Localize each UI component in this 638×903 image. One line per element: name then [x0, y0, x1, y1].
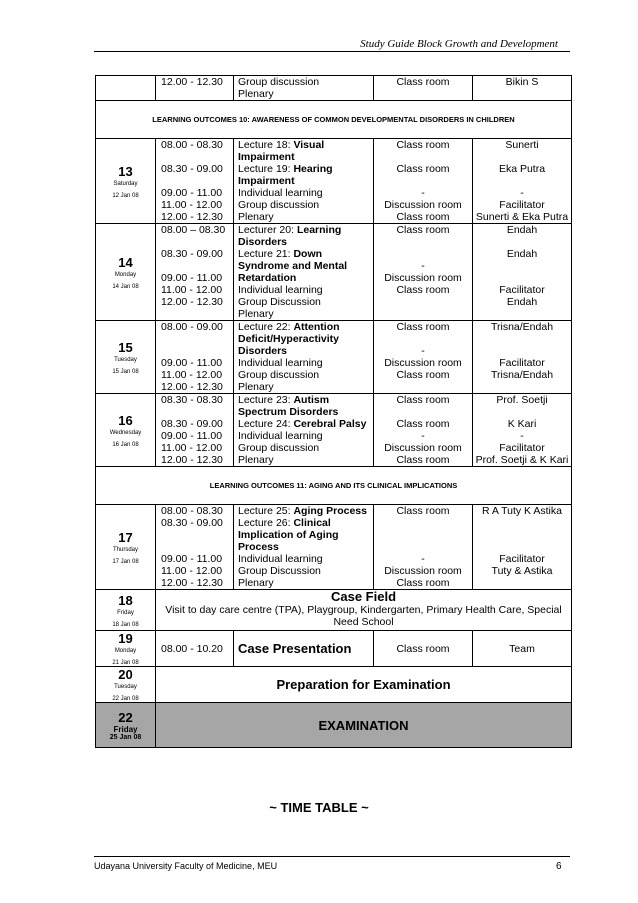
day-14-date: 14 Monday 14 Jan 08	[96, 224, 156, 321]
day-16-date: 16 Wednesday 16 Jan 08	[96, 394, 156, 467]
day-18-row	[96, 590, 572, 631]
time-table-caption: ~ TIME TABLE ~	[269, 800, 369, 815]
case-field-text: Visit to day care centre (TPA), Playgroup, Kindergarten, Primary Health Care, Special Need School	[165, 604, 562, 628]
learning-outcome-11-row	[96, 467, 572, 505]
day-15-date: 15 Tuesday 15 Jan 08	[96, 321, 156, 394]
case-presentation: Case Presentation	[238, 640, 352, 656]
case-field-title: Case Field	[330, 589, 397, 604]
timetable	[95, 75, 572, 748]
day-19-date: 19 Monday 21 Jan 08	[96, 631, 156, 667]
day-18-date: 18 Friday 18 Jan 08	[96, 590, 156, 631]
running-header: Study Guide Block Growth and Development	[360, 38, 558, 50]
learning-outcome-10: LEARNING OUTCOMES 10: AWARENESS OF COMMON DEVELOPMENTAL DISORDERS IN CHILDREN	[96, 101, 572, 139]
learning-outcome-11: LEARNING OUTCOMES 11: AGING AND ITS CLINICAL IMPLICATIONS	[96, 467, 572, 505]
preparation-for-examination: Preparation for Examination	[156, 667, 572, 703]
day-14-row: 14 Monday 14 Jan 08 08.00 – 08.30 08.30 - 09.00 09.00 - 11.00 11.00 - 12.00 12.00 - 12.30 Lecturer 20: Learning Disorders Lecture 21: Down Syndrome and Mental Retardation Individual learning Group Discussion Plenary Class room - Discussion room Class room Endah Endah Facilitator Endah	[96, 224, 572, 321]
page-number: 6	[556, 861, 562, 872]
header-rule	[94, 51, 570, 52]
examination: EXAMINATION	[156, 703, 572, 748]
day-16-row: 16 Wednesday 16 Jan 08 08.30 - 08.30 08.30 - 09.00 09.00 - 11.00 11.00 - 12.00 12.00 - 12.30 Lecture 23: Autism Spectrum Disorders Lecture 24: Cerebral Palsy Individual learning Group discussion Plenary Class room Class room - Discussion room Class room Prof. Soetji K Kari - Facilitator Prof. Soetji & K Kari	[96, 394, 572, 467]
footer-institution: Udayana University Faculty of Medicine, MEU	[94, 861, 278, 871]
day-17-row: 17 Thursday 17 Jan 08 08.00 - 08.30 08.30 - 09.00 09.00 - 11.00 11.00 - 12.00 12.00 - 12.30 Lecture 25: Aging Process Lecture 26: Clinical Implication of Aging Process Individual learning Group Discussion Plenary Class room - Discussion room Class room R A Tuty K Astika Facilitator Tuty & Astika	[96, 505, 572, 590]
table-row: 12.00 - 12.30 Group discussion Plenary Class room Bikin S	[96, 76, 572, 101]
day-20-date: 20 Tuesday 22 Jan 08	[96, 667, 156, 703]
day-20-row	[96, 667, 572, 703]
day-17-date: 17 Thursday 17 Jan 08	[96, 505, 156, 590]
day-13-row: 13 Saturday 12 Jan 08 08.00 - 08.30 08.30 - 09.00 09.00 - 11.00 11.00 - 12.00 12.00 - 12.30 Lecture 18: Visual Impairment Lecture 19: Hearing Impairment Individual learning Group discussion Plenary Class room Class room - Discussion room Class room Sunerti Eka Putra - Facilitator Sunerti & Eka Putra	[96, 139, 572, 224]
day-15-row: 15 Tuesday 15 Jan 08 08.00 - 09.00 09.00 - 11.00 11.00 - 12.00 12.00 - 12.30 Lecture 22: Attention Deficit/Hyperactivity Disorders Individual learning Group discussion Plenary Class room - Discussion room Class room Trisna/Endah Facilitator Trisna/Endah	[96, 321, 572, 394]
learning-outcome-10-row	[96, 101, 572, 139]
day-13-date: 13 Saturday 12 Jan 08	[96, 139, 156, 224]
day-19-row: 19 Monday 21 Jan 08 08.00 - 10.20 Case Presentation Class room Team	[96, 631, 572, 667]
day-22-date: 22 Friday 25 Jan 08	[96, 703, 156, 748]
footer-rule	[94, 856, 570, 857]
day-22-row	[96, 703, 572, 748]
